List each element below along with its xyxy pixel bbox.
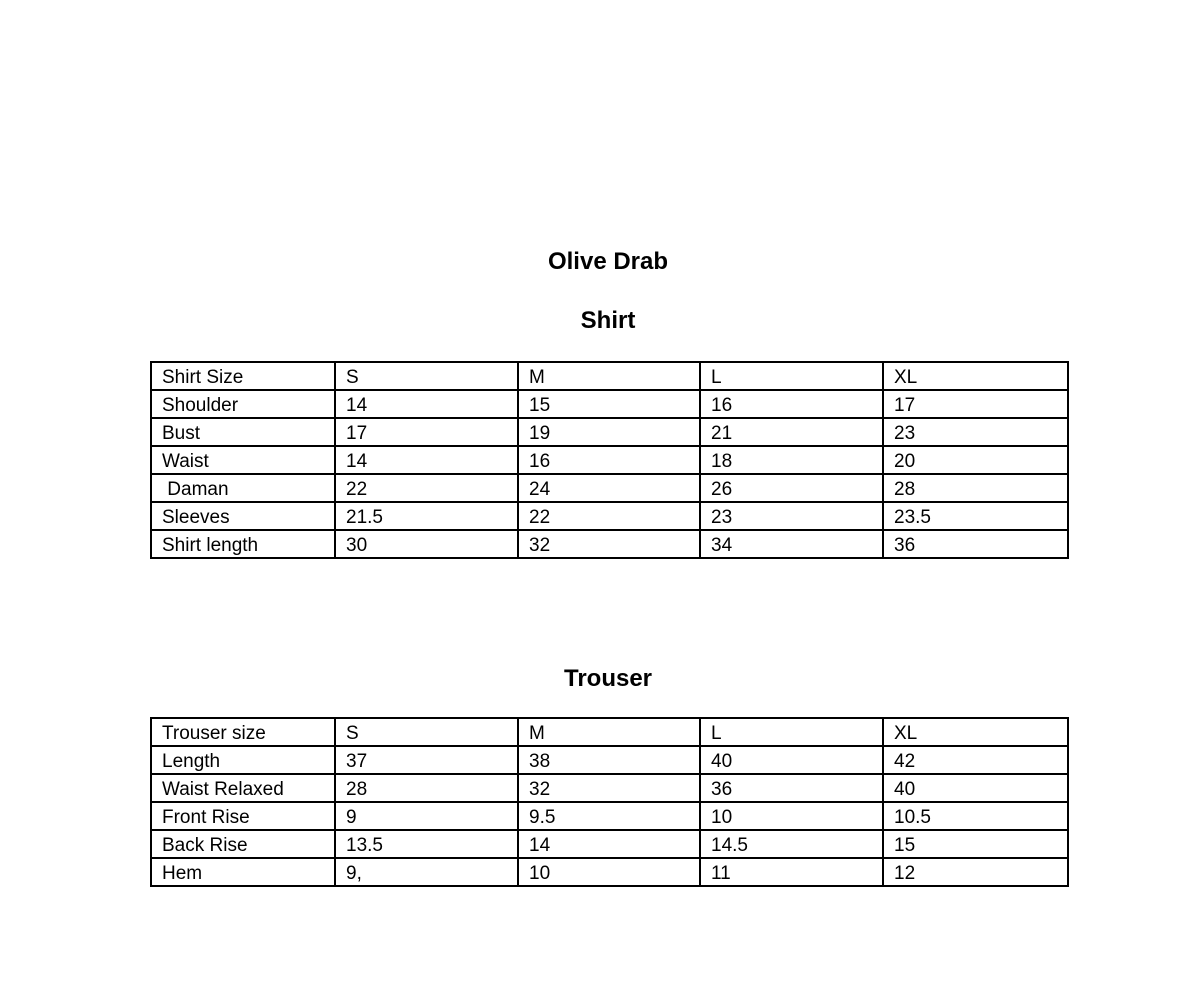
table-cell: 16 bbox=[700, 390, 883, 418]
table-cell: 20 bbox=[883, 446, 1068, 474]
table-cell: 15 bbox=[883, 830, 1068, 858]
table-cell: 28 bbox=[883, 474, 1068, 502]
table-cell: 18 bbox=[700, 446, 883, 474]
table-cell: 19 bbox=[518, 418, 700, 446]
document-title: Olive Drab bbox=[547, 248, 669, 275]
table-row-label: Length bbox=[151, 746, 335, 774]
shirt-size-table bbox=[150, 361, 1069, 559]
table-cell: 16 bbox=[518, 446, 700, 474]
table-cell: 42 bbox=[883, 746, 1068, 774]
table-row-label: Sleeves bbox=[151, 502, 335, 530]
table-cell: 36 bbox=[883, 530, 1068, 558]
table-cell: 24 bbox=[518, 474, 700, 502]
table-cell: 37 bbox=[335, 746, 518, 774]
table-cell: 30 bbox=[335, 530, 518, 558]
table-cell: 32 bbox=[518, 774, 700, 802]
table-cell: 10 bbox=[700, 802, 883, 830]
table-cell: 10.5 bbox=[883, 802, 1068, 830]
table-cell: 14 bbox=[518, 830, 700, 858]
table-cell: 22 bbox=[518, 502, 700, 530]
shirt-table-body bbox=[151, 362, 1068, 558]
table-header-cell: L bbox=[700, 718, 883, 746]
table-row bbox=[151, 446, 1068, 474]
trouser-section-heading: Trouser bbox=[563, 665, 653, 692]
table-cell: 9.5 bbox=[518, 802, 700, 830]
table-cell: 26 bbox=[700, 474, 883, 502]
table-cell: 17 bbox=[335, 418, 518, 446]
table-row bbox=[151, 390, 1068, 418]
table-row bbox=[151, 530, 1068, 558]
table-cell: 10 bbox=[518, 858, 700, 886]
table-row bbox=[151, 474, 1068, 502]
table-row bbox=[151, 858, 1068, 886]
table-cell: 21 bbox=[700, 418, 883, 446]
table-row bbox=[151, 502, 1068, 530]
table-row bbox=[151, 830, 1068, 858]
table-header-cell: XL bbox=[883, 362, 1068, 390]
table-cell: 36 bbox=[700, 774, 883, 802]
table-header-cell: M bbox=[518, 718, 700, 746]
table-header-cell: L bbox=[700, 362, 883, 390]
table-row bbox=[151, 774, 1068, 802]
table-cell: 28 bbox=[335, 774, 518, 802]
table-row-label: Shoulder bbox=[151, 390, 335, 418]
table-header-cell: M bbox=[518, 362, 700, 390]
table-cell: 12 bbox=[883, 858, 1068, 886]
table-cell: 15 bbox=[518, 390, 700, 418]
table-row-label: Front Rise bbox=[151, 802, 335, 830]
table-row-label: Shirt length bbox=[151, 530, 335, 558]
table-header-cell: S bbox=[335, 362, 518, 390]
table-row-label: Hem bbox=[151, 858, 335, 886]
shirt-section-heading: Shirt bbox=[580, 307, 636, 334]
table-cell: 34 bbox=[700, 530, 883, 558]
table-header-cell: Shirt Size bbox=[151, 362, 335, 390]
trouser-table-body bbox=[151, 718, 1068, 886]
table-cell: 14.5 bbox=[700, 830, 883, 858]
table-header-row bbox=[151, 362, 1068, 390]
table-cell: 23.5 bbox=[883, 502, 1068, 530]
table-cell: 23 bbox=[883, 418, 1068, 446]
table-cell: 14 bbox=[335, 390, 518, 418]
table-cell: 32 bbox=[518, 530, 700, 558]
table-row-label: Back Rise bbox=[151, 830, 335, 858]
table-header-cell: Trouser size bbox=[151, 718, 335, 746]
table-cell: 40 bbox=[883, 774, 1068, 802]
table-cell: 13.5 bbox=[335, 830, 518, 858]
table-row bbox=[151, 418, 1068, 446]
table-cell: 23 bbox=[700, 502, 883, 530]
table-row-label: Waist Relaxed bbox=[151, 774, 335, 802]
table-row-label: Daman bbox=[151, 474, 335, 502]
table-header-cell: S bbox=[335, 718, 518, 746]
table-row bbox=[151, 746, 1068, 774]
table-row-label: Waist bbox=[151, 446, 335, 474]
table-cell: 9, bbox=[335, 858, 518, 886]
table-cell: 11 bbox=[700, 858, 883, 886]
table-cell: 22 bbox=[335, 474, 518, 502]
table-cell: 14 bbox=[335, 446, 518, 474]
table-cell: 9 bbox=[335, 802, 518, 830]
table-cell: 21.5 bbox=[335, 502, 518, 530]
table-header-row bbox=[151, 718, 1068, 746]
table-row-label: Bust bbox=[151, 418, 335, 446]
table-cell: 17 bbox=[883, 390, 1068, 418]
table-cell: 38 bbox=[518, 746, 700, 774]
table-header-cell: XL bbox=[883, 718, 1068, 746]
table-row bbox=[151, 802, 1068, 830]
trouser-size-table bbox=[150, 717, 1069, 887]
table-cell: 40 bbox=[700, 746, 883, 774]
